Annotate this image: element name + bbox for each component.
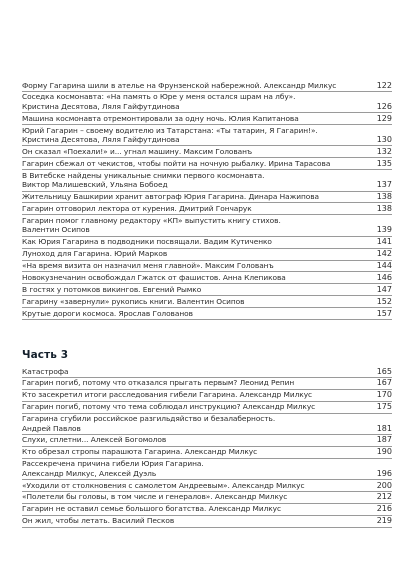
toc-entry-title: Юрий Гагарин – своему водителю из Татарстана: «Ты татарин, Я Гагарин!». Кристина Десятова, Ляля Гайфутдинова xyxy=(22,125,318,145)
toc-entry xyxy=(22,215,392,236)
toc-part-3-list xyxy=(22,366,392,528)
toc-entry-page: 170 xyxy=(376,390,392,400)
toc-entry-title: Соседка космонавта: «На память о Юре у меня остался шрам на лбу». Кристина Десятова, Ляля Гайфутдинова xyxy=(22,92,296,111)
toc-entry xyxy=(22,92,392,113)
toc-entry-page: 187 xyxy=(376,435,392,445)
toc-entry xyxy=(22,125,392,146)
toc-entry-title: «Полетели бы головы, в том числе и генералов». Александр Милкус xyxy=(22,492,288,502)
toc-entry-page: 142 xyxy=(376,249,392,259)
toc-entry xyxy=(22,504,392,516)
toc-entry-page: 212 xyxy=(376,492,392,502)
toc-entry-page: 181 xyxy=(376,423,392,433)
toc-entry-page: 157 xyxy=(376,308,392,318)
toc-entry-page: 165 xyxy=(376,366,392,376)
toc-entry-title: Гагарин помог главному редактору «КП» выпустить книгу стихов. Валентин Осипов xyxy=(22,215,281,235)
toc-entry xyxy=(22,390,392,402)
toc-entry-title: Гагарин погиб, потому что тема соблюдал инструкцию? Александр Милкус xyxy=(22,402,316,412)
toc-entry-page: 200 xyxy=(376,480,392,490)
toc-entry xyxy=(22,516,392,528)
toc-entry-page: 175 xyxy=(376,402,392,412)
toc-entry xyxy=(22,170,392,191)
toc-entry xyxy=(22,192,392,204)
toc-entry xyxy=(22,414,392,435)
toc-entry xyxy=(22,447,392,459)
toc-entry-page: 219 xyxy=(376,516,392,526)
toc-entry xyxy=(22,237,392,249)
toc-entry xyxy=(22,203,392,215)
toc-entry-title: Новокузнечанин освобождал Гжатск от фашистов. Анна Клепикова xyxy=(22,272,286,282)
toc-entry-title: Он жил, чтобы летать. Василий Песков xyxy=(22,516,175,526)
toc-entry-page: 144 xyxy=(376,261,392,270)
toc-entry-title: Кто обрезал стропы парашюта Гагарина. Александр Милкус xyxy=(22,447,258,457)
toc-entry xyxy=(22,272,392,284)
toc-entry-page: 190 xyxy=(376,447,392,457)
toc-part-2-list xyxy=(22,80,392,320)
toc-entry-page: 129 xyxy=(376,113,392,123)
toc-entry xyxy=(22,308,392,320)
toc-entry-page: 135 xyxy=(376,158,392,168)
toc-entry xyxy=(22,261,392,273)
toc-entry xyxy=(22,366,392,378)
toc-entry-title: Гагарин не оставил семье большого богатства. Александр Милкус xyxy=(22,504,282,514)
toc-entry xyxy=(22,402,392,414)
toc-entry-title: Гагарин погиб, потому что отказался прыгать первым? Леонид Репин xyxy=(22,378,295,388)
toc-entry-page: 152 xyxy=(376,296,392,306)
toc-entry-page: 146 xyxy=(376,272,392,282)
toc-entry-page: 138 xyxy=(376,192,392,202)
toc-entry-title: Катастрофа xyxy=(22,366,69,376)
toc-entry-page: 196 xyxy=(376,468,392,478)
toc-entry xyxy=(22,80,392,92)
toc-entry xyxy=(22,378,392,390)
toc-entry-title: Форму Гагарина шили в ателье на Фрунзенской набережной. Александр Милкус xyxy=(22,80,337,90)
toc-entry-title: «На время визита он назначил меня главной». Максим Голованъ xyxy=(22,261,274,270)
toc-entry-title: Как Юрия Гагарина в подводники посвящали. Вадим Кутиченко xyxy=(22,237,272,247)
toc-entry-title: Крутые дороги космоса. Ярослав Голованов xyxy=(22,308,193,318)
toc-entry-page: 147 xyxy=(376,284,392,294)
toc-entry-page: 137 xyxy=(376,180,392,190)
toc-entry xyxy=(22,459,392,480)
toc-entry-title: Луноход для Гагарина. Юрий Марков xyxy=(22,249,168,259)
toc-entry-title: Жительницу Башкирии хранит автограф Юрия Гагарина. Динара Нажипова xyxy=(22,192,319,202)
toc-entry-title: Кто засекретил итоги расследования гибели Гагарина. Александр Милкус xyxy=(22,390,313,400)
toc-entry xyxy=(22,146,392,158)
toc-entry-page: 126 xyxy=(376,101,392,111)
toc-entry-title: Гагарин сбежал от чекистов, чтобы пойти на ночную рыбалку. Ирина Тарасова xyxy=(22,158,331,168)
toc-entry-title: Рассекречена причина гибели Юрия Гагарина. Александр Милкус, Алексей Дуэль xyxy=(22,459,204,478)
toc-entry-page: 167 xyxy=(376,378,392,388)
toc-entry-page: 130 xyxy=(376,135,392,145)
toc-entry-page: 139 xyxy=(376,225,392,235)
section-heading: Часть 3 xyxy=(22,349,69,361)
toc-entry-title: Гагарина сгубили российское разгильдяйство и безалаберность. Андрей Павлов xyxy=(22,414,276,433)
toc-entry xyxy=(22,249,392,261)
toc-entry-page: 132 xyxy=(376,146,392,156)
toc-entry xyxy=(22,296,392,308)
toc-entry-page: 141 xyxy=(376,237,392,247)
toc-entry-title: Гагарину «завернули» рукопись книги. Валентин Осипов xyxy=(22,296,245,306)
toc-entry xyxy=(22,492,392,504)
toc-entry-page: 122 xyxy=(376,80,392,90)
toc-entry xyxy=(22,435,392,447)
toc-entry-title: Слухи, сплетни... Алексей Богомолов xyxy=(22,435,167,445)
toc-entry-title: Он сказал «Поехали!» и... угнал машину. Максим Голованъ xyxy=(22,146,253,156)
toc-entry-page: 138 xyxy=(376,203,392,213)
toc-entry xyxy=(22,158,392,170)
toc-entry-title: «Уходили от столкновения с самолетом Андреевым». Александр Милкус xyxy=(22,480,305,490)
toc-entry xyxy=(22,113,392,125)
toc-entry-title: Гагарин отговорил лектора от курения. Дмитрий Гончарук xyxy=(22,203,252,213)
toc-entry-title: В Витебске найдены уникальные снимки первого космонавта. Виктор Малишевский, Ульяна Бобоед xyxy=(22,170,265,190)
toc-entry-title: В гостях у потомков викингов. Евгений Рымко xyxy=(22,284,202,294)
toc-entry-title: Машина космонавта отремонтировали за одну ночь. Юлия Капитанова xyxy=(22,113,299,123)
toc-entry-page: 216 xyxy=(376,504,392,514)
toc-entry xyxy=(22,480,392,492)
toc-entry xyxy=(22,284,392,296)
